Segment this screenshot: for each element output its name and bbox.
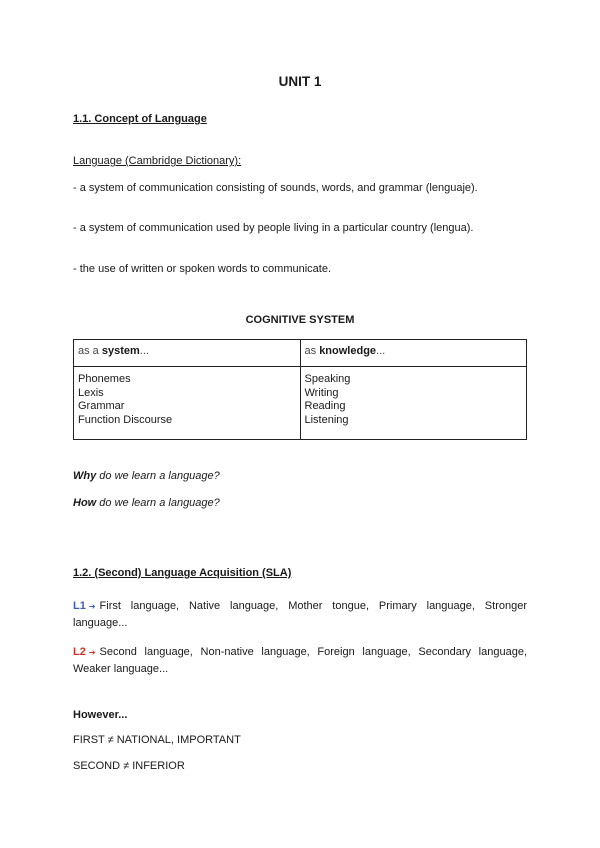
list-item: Lexis bbox=[78, 386, 104, 399]
list-item: Grammar bbox=[78, 400, 125, 412]
page-title: UNIT 1 bbox=[278, 74, 322, 89]
question-how: How do we learn a language? bbox=[73, 497, 220, 509]
l2-tag: L2 bbox=[73, 646, 86, 658]
however-label: However... bbox=[73, 709, 128, 721]
list-item: Function Discourse bbox=[78, 413, 173, 426]
list-item: Listening bbox=[304, 413, 349, 426]
section-heading-sla: 1.2. (Second) Language Acquisition (SLA) bbox=[73, 567, 292, 579]
first-not-national: FIRST ≠ NATIONAL, IMPORTANT bbox=[73, 734, 241, 746]
definition-2: - a system of communication used by people living in a particular country (lengua). bbox=[73, 222, 474, 234]
system-items-cell bbox=[74, 367, 301, 440]
arrow-right-icon: ➔ bbox=[88, 602, 96, 611]
arrow-right-icon: ➔ bbox=[88, 648, 96, 657]
knowledge-items-cell bbox=[300, 367, 527, 440]
definition-3: - the use of written or spoken words to communicate. bbox=[73, 263, 332, 275]
list-item: Writing bbox=[304, 386, 339, 399]
section-heading-concept: 1.1. Concept of Language bbox=[73, 113, 207, 125]
l1-definition: L1 ➔ First language, Native language, Mother tongue, Primary language, Stronger language... bbox=[73, 600, 527, 629]
l1-tag: L1 bbox=[73, 600, 86, 612]
second-not-inferior: SECOND ≠ INFERIOR bbox=[73, 760, 185, 772]
l2-definition: L2 ➔ Second language, Non-native language, Foreign language, Secondary language, Weaker language... bbox=[73, 646, 527, 675]
cognitive-system-table bbox=[73, 339, 527, 440]
column-header-system: as a system... bbox=[74, 340, 301, 367]
column-header-knowledge: as knowledge... bbox=[300, 340, 527, 367]
list-item: Phonemes bbox=[78, 373, 131, 385]
table-title: COGNITIVE SYSTEM bbox=[245, 314, 355, 326]
question-why: Why do we learn a language? bbox=[73, 470, 220, 482]
list-item: Speaking bbox=[304, 373, 351, 385]
dictionary-source-label: Language (Cambridge Dictionary): bbox=[73, 155, 242, 167]
definition-1: - a system of communication consisting of sounds, words, and grammar (lenguaje). bbox=[73, 182, 478, 194]
list-item: Reading bbox=[304, 400, 346, 412]
